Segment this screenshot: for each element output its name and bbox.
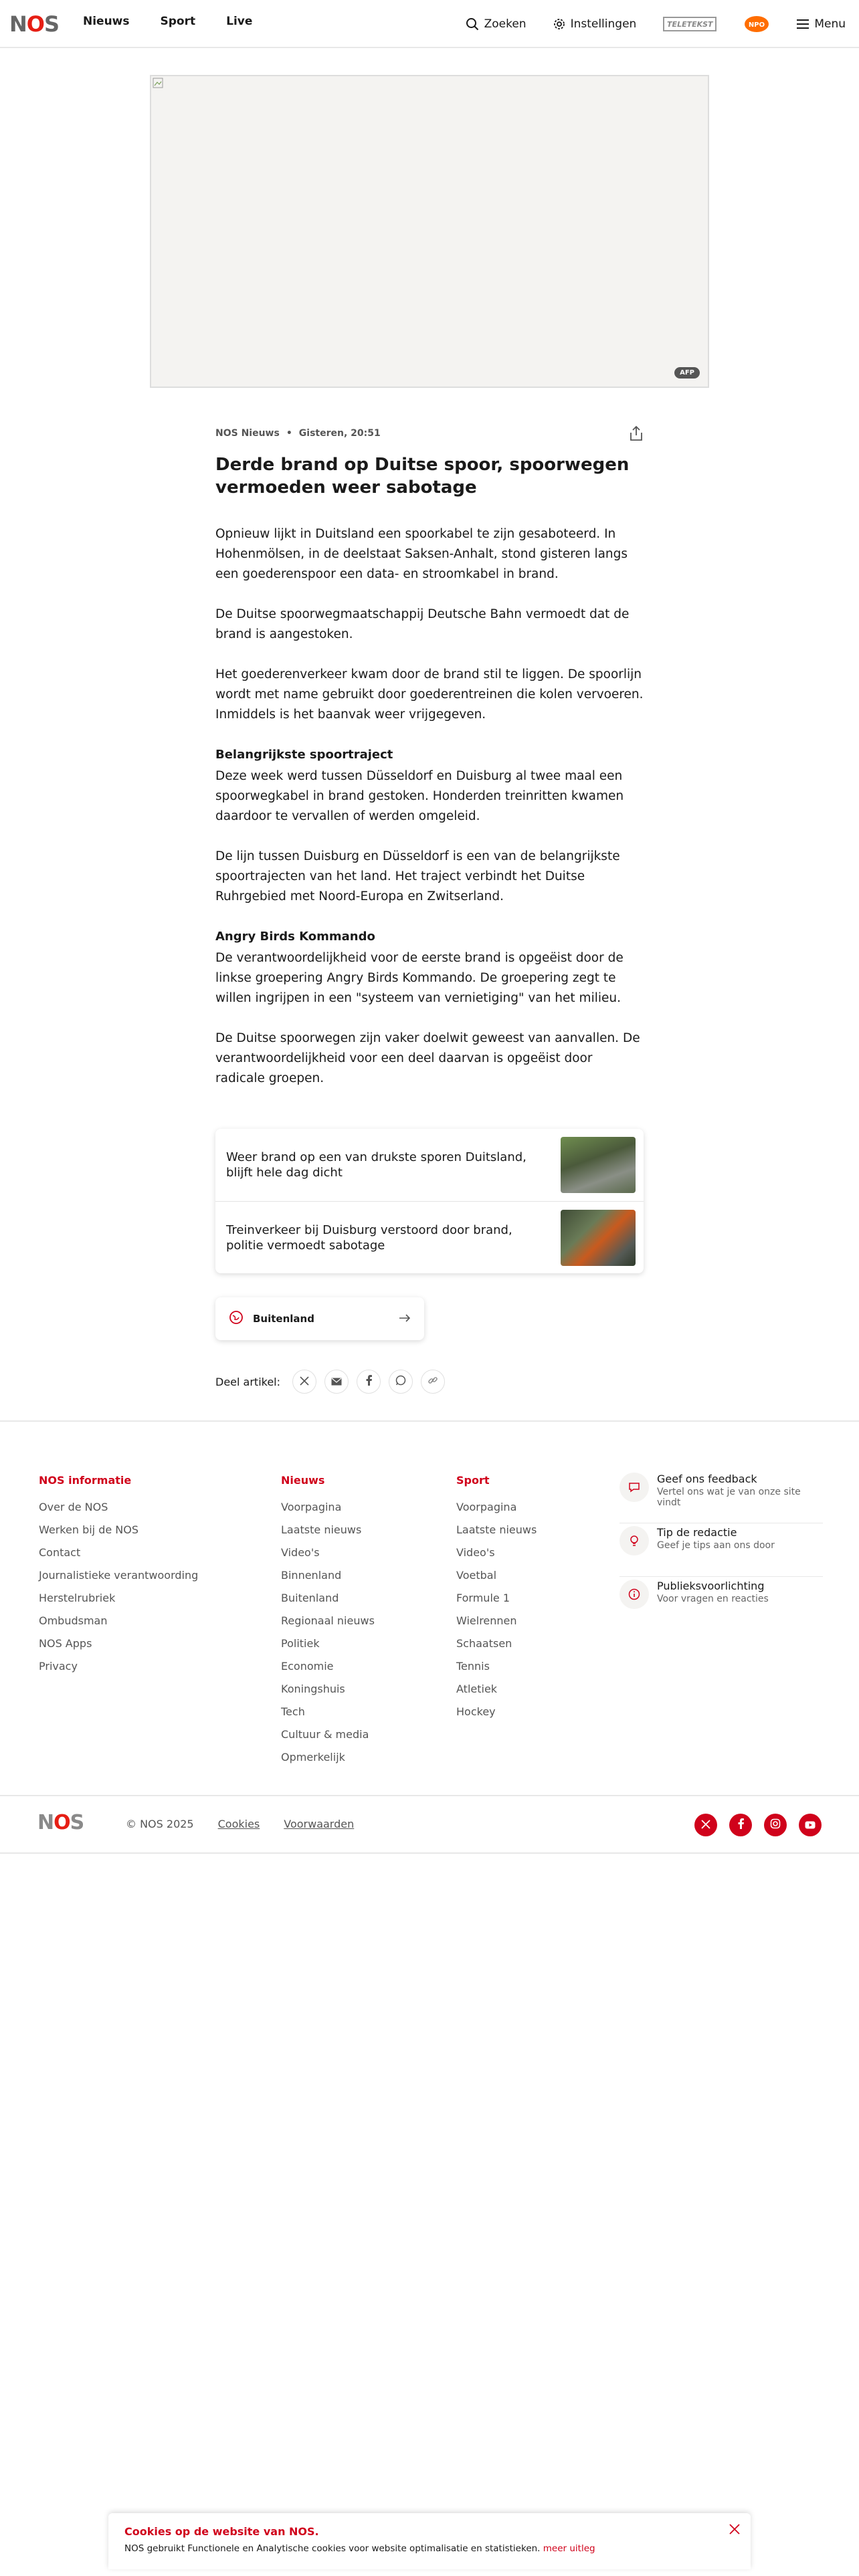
info-icon <box>619 1580 649 1609</box>
share-email-button[interactable] <box>324 1370 349 1394</box>
npo-logo[interactable] <box>743 14 770 34</box>
paragraph: De Duitse spoorwegen zijn vaker doelwit geweest van aanvallen. De verantwoordelijkheid voor een deel daarvan is opgeëist door radicale groepen. <box>215 1031 640 1085</box>
svg-text:NPO: NPO <box>749 21 765 29</box>
related-article-item[interactable] <box>215 1129 644 1201</box>
search-button[interactable] <box>466 17 527 31</box>
footer-link[interactable]: Regionaal nieuws <box>281 1614 375 1627</box>
footer-link[interactable]: Contact <box>39 1546 81 1559</box>
cookie-title: Cookies op de website van NOS. <box>124 2525 319 2538</box>
footer-link[interactable]: Video's <box>456 1546 495 1559</box>
tip-subtitle: Geef je tips aan ons door <box>657 1540 775 1551</box>
footer-col-title: Nieuws <box>281 1474 325 1487</box>
footer-link[interactable]: Formule 1 <box>456 1592 510 1604</box>
teletekst-logo[interactable]: TELETEKST <box>663 17 717 31</box>
cookies-link[interactable]: Cookies <box>217 1818 260 1830</box>
footer-col-nos-informatie <box>39 1474 198 1678</box>
facebook-icon <box>365 1375 372 1388</box>
footer-link[interactable]: Politiek <box>281 1637 320 1650</box>
footer-link[interactable]: Buitenland <box>281 1592 339 1604</box>
link-icon <box>427 1375 438 1388</box>
menu-button[interactable] <box>797 17 846 31</box>
share-link-button[interactable] <box>421 1370 445 1394</box>
search-label: Zoeken <box>484 17 527 31</box>
footer-link[interactable]: Laatste nieuws <box>456 1523 537 1536</box>
footer-link[interactable]: Economie <box>281 1660 334 1673</box>
info-link[interactable] <box>619 1577 823 1630</box>
footer-link[interactable]: Wielrennen <box>456 1614 517 1627</box>
menu-label: Menu <box>814 17 846 31</box>
x-icon <box>300 1376 309 1388</box>
share-label: Deel artikel: <box>215 1375 281 1388</box>
footer-link[interactable]: Herstelrubriek <box>39 1592 116 1604</box>
related-articles <box>215 1129 644 1273</box>
terms-link[interactable]: Voorwaarden <box>284 1818 355 1830</box>
footer-logo[interactable] <box>37 1811 84 1834</box>
footer-link[interactable]: Video's <box>281 1546 320 1559</box>
info-subtitle: Voor vragen en reacties <box>657 1594 769 1604</box>
social-instagram-button[interactable] <box>764 1814 787 1836</box>
nav-nieuws[interactable]: Nieuws <box>83 15 130 28</box>
footer-link[interactable]: Schaatsen <box>456 1637 512 1650</box>
cookie-more-link[interactable]: meer uitleg <box>543 2543 595 2554</box>
settings-button[interactable] <box>553 17 637 31</box>
feedback-title: Geef ons feedback <box>657 1473 757 1485</box>
broken-image-icon <box>153 78 163 88</box>
subheading: Angry Birds Kommando <box>215 930 375 944</box>
footer-contact-list <box>619 1470 823 1630</box>
image-credit: AFP <box>674 367 700 379</box>
article <box>215 428 644 1109</box>
footer-col-title: NOS informatie <box>39 1474 132 1487</box>
footer-link[interactable]: Koningshuis <box>281 1683 345 1695</box>
article-body <box>215 524 644 1089</box>
footer-link[interactable]: Tech <box>281 1705 305 1718</box>
footer-link[interactable]: Opmerkelijk <box>281 1751 345 1763</box>
article-timestamp: Gisteren, 20:51 <box>298 428 381 439</box>
footer-legal-links <box>126 1818 354 1830</box>
lightbulb-icon <box>619 1526 649 1555</box>
close-icon[interactable] <box>728 2523 741 2539</box>
tip-link[interactable] <box>619 1523 823 1577</box>
footer-link[interactable]: Cultuur & media <box>281 1728 369 1741</box>
subheading: Belangrijkste spoortraject <box>215 748 393 762</box>
feedback-subtitle: Vertel ons wat je van onze site vindt <box>657 1487 801 1508</box>
article-meta <box>215 428 644 439</box>
share-icon[interactable] <box>629 425 644 444</box>
youtube-icon <box>805 1819 816 1832</box>
footer-link[interactable]: Voorpagina <box>281 1501 342 1513</box>
tip-title: Tip de redactie <box>657 1526 737 1539</box>
cookie-text: NOS gebruikt Functionele en Analytische cookies voor website optimalisatie en statistieken. <box>124 2543 541 2554</box>
nav-live[interactable]: Live <box>226 15 253 28</box>
footer-link[interactable]: NOS Apps <box>39 1637 92 1650</box>
share-whatsapp-button[interactable] <box>389 1370 413 1394</box>
footer-link[interactable]: Over de NOS <box>39 1501 108 1513</box>
paragraph: Opnieuw lijkt in Duitsland een spoorkabel te zijn gesaboteerd. In Hohenmölsen, in de deelstaat Saksen-Anhalt, stond gisteren langs een goederenspoor een data- en stroomkabel in brand. <box>215 527 628 581</box>
related-article-thumbnail <box>561 1137 636 1193</box>
footer-link[interactable]: Voorpagina <box>456 1501 517 1513</box>
mail-icon <box>331 1376 342 1388</box>
logo-text: NOS <box>9 11 60 37</box>
social-youtube-button[interactable] <box>799 1814 822 1836</box>
share-x-button[interactable] <box>292 1370 316 1394</box>
header-actions <box>439 13 846 35</box>
facebook-icon <box>737 1818 744 1832</box>
search-icon <box>466 17 479 31</box>
settings-label: Instellingen <box>570 17 637 31</box>
footer-col-sport <box>456 1474 537 1723</box>
footer-link[interactable]: Journalistieke verantwoording <box>39 1569 199 1582</box>
footer-col-title: Sport <box>456 1474 490 1487</box>
chat-bubble-icon <box>619 1473 649 1502</box>
footer-link[interactable]: Voetbal <box>456 1569 497 1582</box>
social-links <box>694 1814 822 1836</box>
info-title: Publieksvoorlichting <box>657 1580 765 1592</box>
hero-image <box>150 75 709 388</box>
paragraph: Deze week werd tussen Düsseldorf en Duisburg al twee maal een spoorwegkabel in brand gestoken. Honderden treinritten kwamen daardoor te vervallen of werden omgeleid. <box>215 769 624 823</box>
hamburger-icon <box>797 19 809 29</box>
article-source: NOS Nieuws <box>215 428 280 439</box>
footer-link[interactable]: Privacy <box>39 1660 78 1673</box>
footer-link[interactable]: Hockey <box>456 1705 496 1718</box>
paragraph: De Duitse spoorwegmaatschappij Deutsche Bahn vermoedt dat de brand is aangestoken. <box>215 607 630 641</box>
footer-link[interactable]: Tennis <box>456 1660 490 1673</box>
footer-col-nieuws <box>281 1474 375 1769</box>
feedback-link[interactable] <box>619 1470 823 1523</box>
footer-link[interactable]: Werken bij de NOS <box>39 1523 139 1536</box>
share-row <box>215 1370 453 1394</box>
whatsapp-icon <box>395 1375 406 1388</box>
related-article-thumbnail <box>561 1210 636 1266</box>
paragraph: Het goederenverkeer kwam door de brand stil te liggen. De spoorlijn wordt met name gebruikt door goederentreinen die kolen vervoeren. Inmiddels is het baanvak weer vrijgegeven. <box>215 667 644 722</box>
main-nav <box>83 15 252 28</box>
arrow-right-icon <box>399 1313 411 1325</box>
footer-link[interactable]: Binnenland <box>281 1569 342 1582</box>
paragraph: De verantwoordelijkheid voor de eerste brand is opgeëist door de linkse groepering Angry Birds Kommando. De groepering zegt te willen ingrijpen in een "systeem van vernietiging" van het milieu. <box>215 951 624 1005</box>
footer-bottom <box>0 1795 859 1854</box>
copyright: © NOS 2025 <box>126 1818 194 1830</box>
category-link-buitenland[interactable] <box>215 1297 424 1340</box>
nos-logo[interactable] <box>9 12 59 36</box>
footer-logo-text: NOS <box>37 1811 84 1834</box>
share-facebook-button[interactable] <box>357 1370 381 1394</box>
related-article-item[interactable] <box>215 1201 644 1273</box>
instagram-icon <box>770 1818 781 1832</box>
social-x-button[interactable] <box>694 1814 717 1836</box>
cookie-text-line <box>124 2543 735 2554</box>
related-article-title: Treinverkeer bij Duisburg verstoord door brand, politie vermoedt sabotage <box>226 1222 512 1253</box>
article-title: Derde brand op Duitse spoor, spoorwegen vermoeden weer sabotage <box>215 455 630 498</box>
gear-icon <box>553 18 565 30</box>
related-article-title: Weer brand op een van drukste sporen Duitsland, blijft hele dag dicht <box>226 1150 527 1180</box>
footer-link[interactable]: Laatste nieuws <box>281 1523 362 1536</box>
x-icon <box>701 1819 710 1832</box>
nav-sport[interactable]: Sport <box>160 15 196 28</box>
footer-link[interactable]: Atletiek <box>456 1683 498 1695</box>
footer <box>0 1420 859 1795</box>
cookie-banner <box>108 2513 751 2569</box>
social-facebook-button[interactable] <box>729 1814 752 1836</box>
paragraph: De lijn tussen Duisburg en Düsseldorf is een van de belangrijkste spoortrajecten van het land. Het traject verbindt het Duitse Ruhrgebied met Noord-Europa en Zwitserland. <box>215 849 620 903</box>
globe-icon <box>229 1310 244 1327</box>
footer-link[interactable]: Ombudsman <box>39 1614 108 1627</box>
category-label: Buitenland <box>253 1313 314 1325</box>
site-header <box>0 0 859 48</box>
meta-separator: • <box>286 428 292 439</box>
